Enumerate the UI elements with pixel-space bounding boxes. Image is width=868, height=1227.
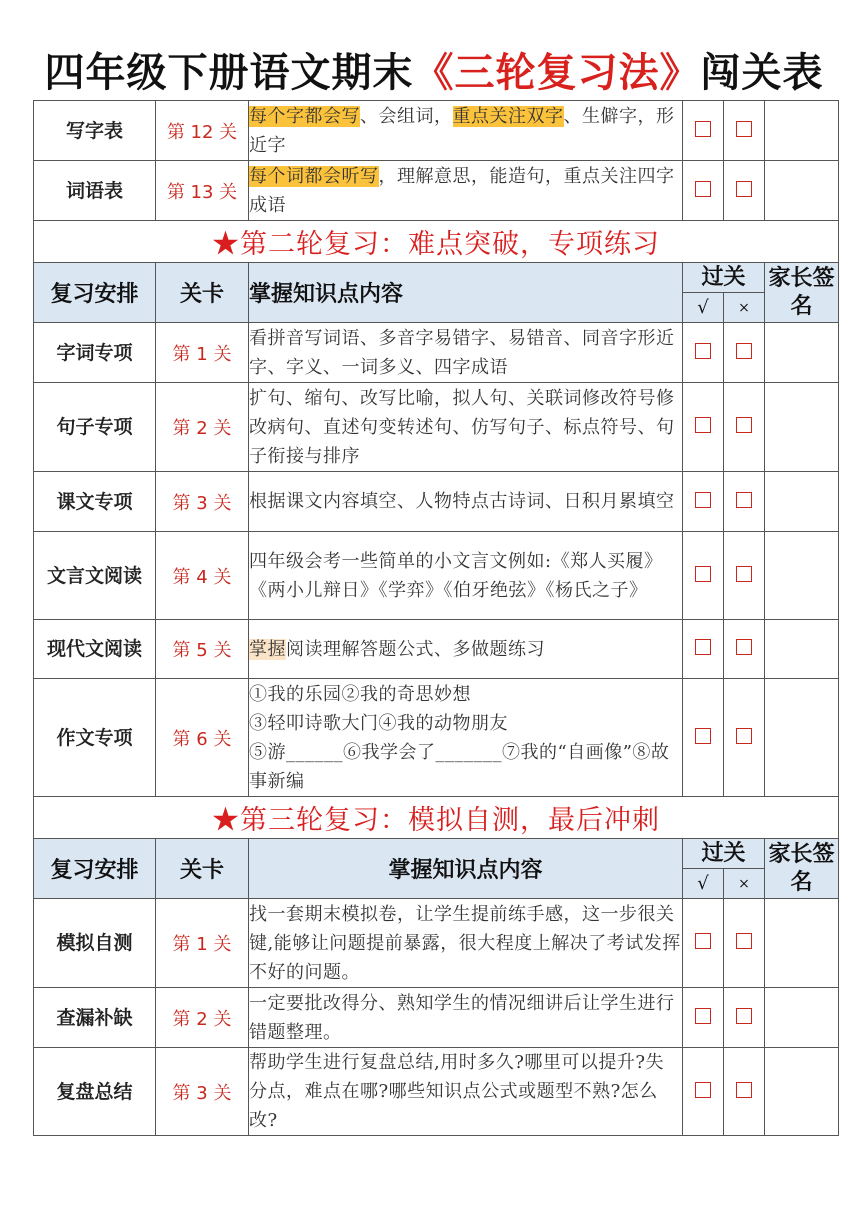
- level-cell: 第 4 关: [156, 532, 249, 620]
- table-row: [34, 323, 839, 383]
- checkbox-icon[interactable]: [695, 728, 711, 744]
- checkbox-icon[interactable]: [695, 417, 711, 433]
- parent-sign-cell[interactable]: [765, 988, 839, 1048]
- table-row: [34, 383, 839, 472]
- table-header: [34, 263, 839, 293]
- highlight-text: 重点关注双字: [452, 105, 564, 127]
- category-cell: 词语表: [34, 161, 156, 221]
- table-row: [34, 101, 839, 161]
- category-cell: 复盘总结: [34, 1048, 156, 1136]
- fail-check-cell[interactable]: [724, 101, 765, 161]
- table-row: [34, 899, 839, 988]
- section-row: [34, 221, 839, 263]
- fail-check-cell[interactable]: [724, 620, 765, 679]
- category-cell: 文言文阅读: [34, 532, 156, 620]
- parent-sign-cell[interactable]: [765, 1048, 839, 1136]
- level-cell: 第 1 关: [156, 323, 249, 383]
- category-cell: 字词专项: [34, 323, 156, 383]
- highlight-text: 每个词都会听写: [249, 165, 379, 187]
- content-cell: [249, 679, 683, 797]
- table-row: [34, 532, 839, 620]
- checkbox-icon[interactable]: [736, 639, 752, 655]
- pass-check-cell[interactable]: [683, 101, 724, 161]
- category-cell: 写字表: [34, 101, 156, 161]
- checkbox-icon[interactable]: [736, 933, 752, 949]
- header-check: √: [683, 293, 724, 323]
- checkbox-icon[interactable]: [736, 417, 752, 433]
- page-title: [0, 38, 868, 108]
- checkbox-icon[interactable]: [695, 492, 711, 508]
- fail-check-cell[interactable]: [724, 161, 765, 221]
- level-cell: 第 6 关: [156, 679, 249, 797]
- parent-sign-cell[interactable]: [765, 323, 839, 383]
- header-sign: 家长签名: [765, 839, 839, 899]
- header-content: 掌握知识点内容: [249, 839, 683, 899]
- title-part1: 四年级下册语文期末: [44, 50, 414, 96]
- level-cell: 第 12 关: [156, 101, 249, 161]
- pass-check-cell[interactable]: [683, 161, 724, 221]
- header-sign: 家长签名: [765, 263, 839, 323]
- highlight-text: 掌握: [249, 638, 286, 660]
- fail-check-cell[interactable]: [724, 899, 765, 988]
- content-cell: 根据课文内容填空、人物特点古诗词、日积月累填空: [249, 472, 683, 532]
- table-row: [34, 472, 839, 532]
- level-cell: 第 3 关: [156, 472, 249, 532]
- header-cross: ×: [724, 869, 765, 899]
- content-text: 、会组词，: [360, 105, 453, 127]
- content-text: ，理解意思，能造句，重点关注四字成语: [249, 165, 675, 216]
- fail-check-cell[interactable]: [724, 679, 765, 797]
- checkbox-icon[interactable]: [695, 1008, 711, 1024]
- header-pass: 过关: [683, 263, 765, 293]
- header-plan: 复习安排: [34, 263, 156, 323]
- level-cell: 第 2 关: [156, 988, 249, 1048]
- table-row: [34, 679, 839, 797]
- checkbox-icon[interactable]: [736, 121, 752, 137]
- fail-check-cell[interactable]: [724, 532, 765, 620]
- parent-sign-cell[interactable]: [765, 620, 839, 679]
- header-pass: 过关: [683, 839, 765, 869]
- checkbox-icon[interactable]: [695, 121, 711, 137]
- checkbox-icon[interactable]: [695, 343, 711, 359]
- pass-check-cell[interactable]: [683, 532, 724, 620]
- parent-sign-cell[interactable]: [765, 472, 839, 532]
- checkbox-icon[interactable]: [736, 1082, 752, 1098]
- header-check: √: [683, 869, 724, 899]
- checkbox-icon[interactable]: [736, 343, 752, 359]
- checkbox-icon[interactable]: [736, 492, 752, 508]
- fail-check-cell[interactable]: [724, 988, 765, 1048]
- category-cell: 课文专项: [34, 472, 156, 532]
- parent-sign-cell[interactable]: [765, 161, 839, 221]
- table-row: [34, 1048, 839, 1136]
- header-cross: ×: [724, 293, 765, 323]
- checkbox-icon[interactable]: [695, 181, 711, 197]
- parent-sign-cell[interactable]: [765, 899, 839, 988]
- category-cell: 现代文阅读: [34, 620, 156, 679]
- title-highlight: 《三轮复习法》: [413, 50, 701, 96]
- table-row: [34, 988, 839, 1048]
- checkbox-icon[interactable]: [695, 933, 711, 949]
- content-cell: 帮助学生进行复盘总结,用时多久?哪里可以提升?失分点，难点在哪?哪些知识点公式或题型不熟?怎么改?: [249, 1048, 683, 1136]
- content-cell: 扩句、缩句、改写比喻，拟人句、关联词修改符号修改病句、直述句变转述句、仿写句子、标点符号、句子衔接与排序: [249, 383, 683, 472]
- section-heading-round3: ★第三轮复习：模拟自测，最后冲刺: [34, 797, 839, 839]
- level-cell: 第 3 关: [156, 1048, 249, 1136]
- pass-check-cell[interactable]: [683, 899, 724, 988]
- category-cell: 作文专项: [34, 679, 156, 797]
- essay-line: ⑤游______⑥我学会了_______⑦我的“自画像”⑧故事新编: [249, 741, 670, 792]
- header-level: 关卡: [156, 839, 249, 899]
- fail-check-cell[interactable]: [724, 1048, 765, 1136]
- review-table: [33, 100, 839, 1136]
- content-cell: 找一套期末模拟卷，让学生提前练手感，这一步很关键,能够让问题提前暴露，很大程度上解决了考试发挥不好的问题。: [249, 899, 683, 988]
- fail-check-cell[interactable]: [724, 383, 765, 472]
- highlight-text: 每个字都会写: [249, 105, 360, 127]
- content-cell: 看拼音写词语、多音字易错字、易错音、同音字形近字、字义、一词多义、四字成语: [249, 323, 683, 383]
- checkbox-icon[interactable]: [695, 1082, 711, 1098]
- content-text: 阅读理解答题公式、多做题练习: [286, 638, 545, 660]
- title-part3: 闯关表: [700, 50, 824, 96]
- pass-check-cell[interactable]: [683, 988, 724, 1048]
- table-header: [34, 839, 839, 869]
- level-cell: 第 2 关: [156, 383, 249, 472]
- section-heading-round2: ★第二轮复习：难点突破，专项练习: [34, 221, 839, 263]
- fail-check-cell[interactable]: [724, 323, 765, 383]
- content-cell: 一定要批改得分、熟知学生的情况细讲后让学生进行错题整理。: [249, 988, 683, 1048]
- pass-check-cell[interactable]: [683, 383, 724, 472]
- content-cell: 四年级会考一些简单的小文言文例如:《郑人买履》《两小儿辩日》《学弈》《伯牙绝弦》《杨氏之子》: [249, 532, 683, 620]
- level-cell: 第 1 关: [156, 899, 249, 988]
- header-content: 掌握知识点内容: [249, 263, 683, 323]
- level-cell: 第 5 关: [156, 620, 249, 679]
- category-cell: 模拟自测: [34, 899, 156, 988]
- checkbox-icon[interactable]: [736, 728, 752, 744]
- checkbox-icon[interactable]: [736, 181, 752, 197]
- parent-sign-cell[interactable]: [765, 383, 839, 472]
- table-row: [34, 161, 839, 221]
- content-text: 、生僻字，形近字: [249, 105, 675, 156]
- checkbox-icon[interactable]: [695, 566, 711, 582]
- checkbox-icon[interactable]: [736, 1008, 752, 1024]
- parent-sign-cell[interactable]: [765, 101, 839, 161]
- level-cell: 第 13 关: [156, 161, 249, 221]
- pass-check-cell[interactable]: [683, 620, 724, 679]
- header-plan: 复习安排: [34, 839, 156, 899]
- checkbox-icon[interactable]: [695, 639, 711, 655]
- category-cell: 句子专项: [34, 383, 156, 472]
- checkbox-icon[interactable]: [736, 566, 752, 582]
- parent-sign-cell[interactable]: [765, 679, 839, 797]
- pass-check-cell[interactable]: [683, 1048, 724, 1136]
- content-cell: [249, 620, 683, 679]
- table-row: [34, 620, 839, 679]
- section-row: [34, 797, 839, 839]
- essay-line: ①我的乐园②我的奇思妙想: [249, 683, 471, 705]
- category-cell: 查漏补缺: [34, 988, 156, 1048]
- pass-check-cell[interactable]: [683, 679, 724, 797]
- header-level: 关卡: [156, 263, 249, 323]
- pass-check-cell[interactable]: [683, 323, 724, 383]
- essay-line: ③轻叩诗歌大门④我的动物朋友: [249, 712, 508, 734]
- fail-check-cell[interactable]: [724, 472, 765, 532]
- content-cell: [249, 101, 683, 161]
- pass-check-cell[interactable]: [683, 472, 724, 532]
- content-cell: [249, 161, 683, 221]
- parent-sign-cell[interactable]: [765, 532, 839, 620]
